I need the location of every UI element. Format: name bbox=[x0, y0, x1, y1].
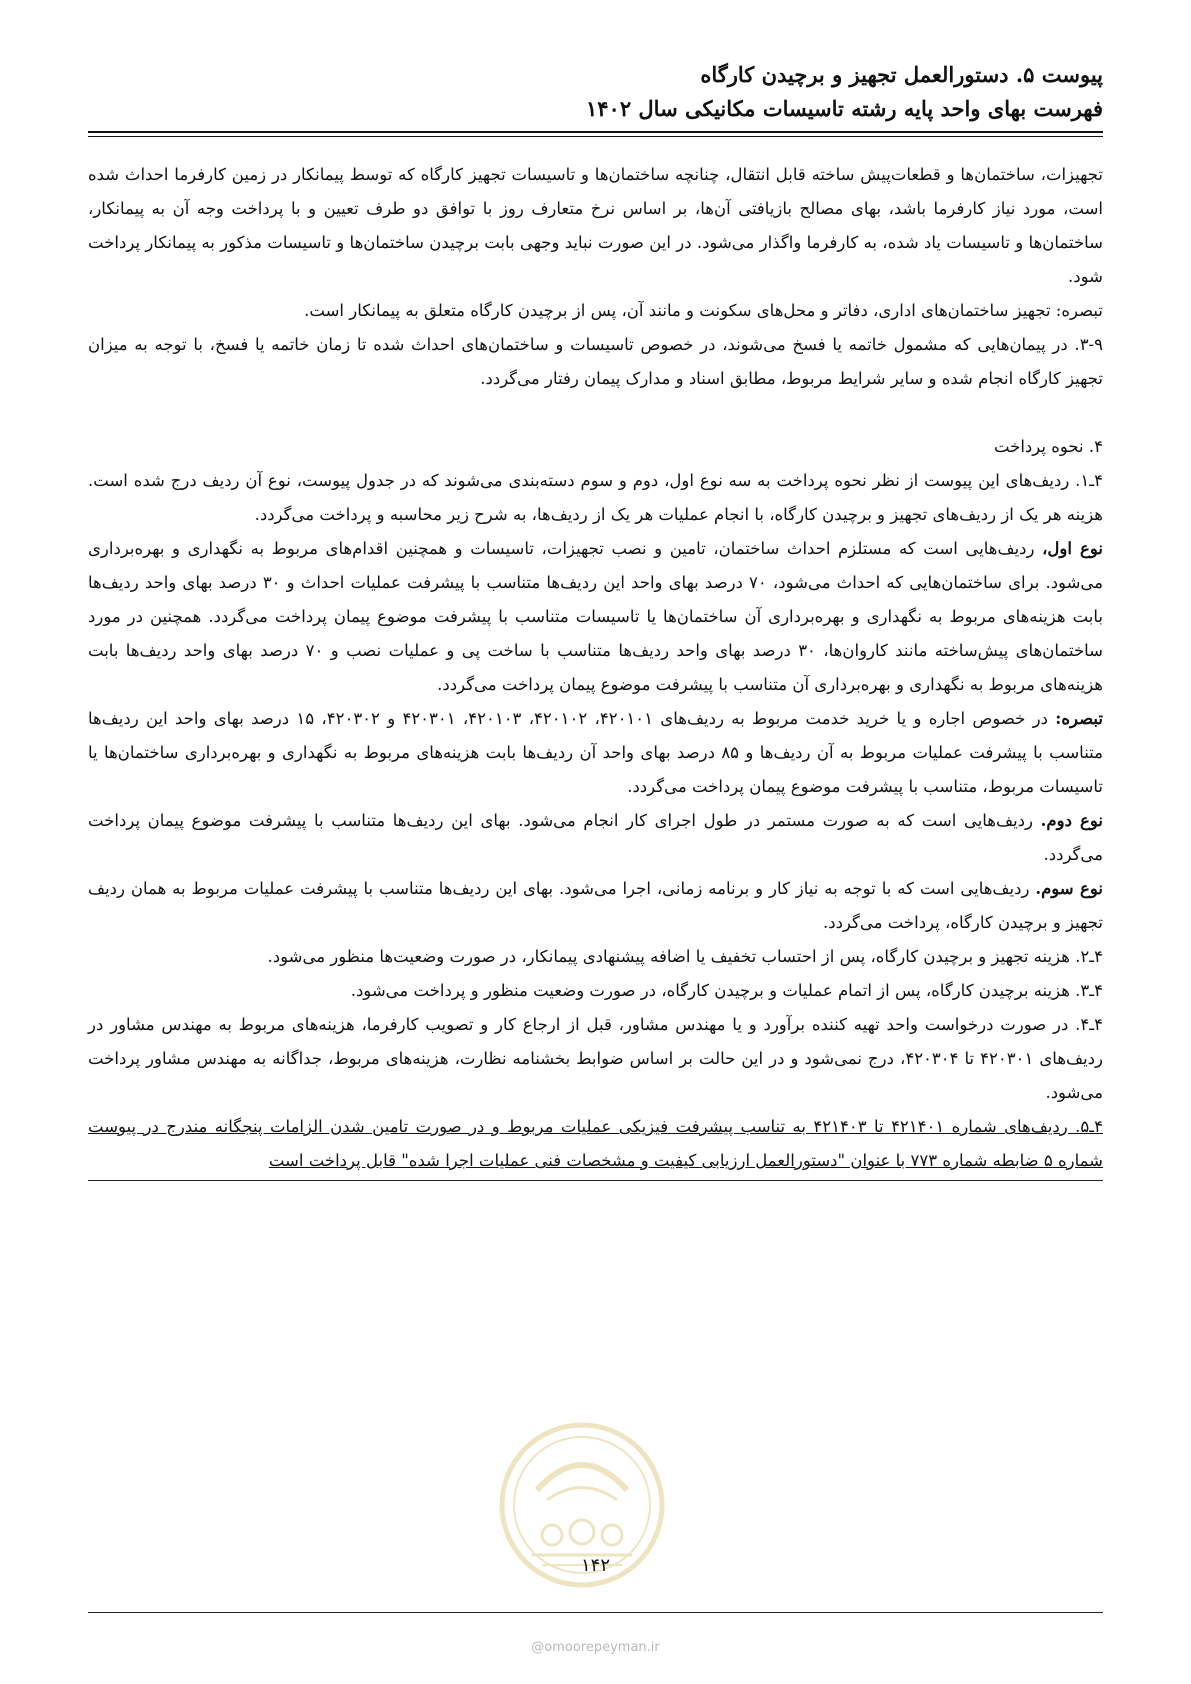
note-text: در خصوص اجاره و یا خرید خدمت مربوط به ردیف‌های ۴۲۰۱۰۱، ۴۲۰۱۰۲، ۴۲۰۱۰۳، ۴۲۰۳۰۱ و ۴۲۰۳۰۲، ۱۵ درصد بهای واحد این ردیف‌ها متناسب با پیشرفت عملیات مربوط به آن ردیف‌ها و ۸۵ درصد بهای واحد آن ردیف‌ها بابت هزینه‌های مربوط به نگهداری و بهره‌برداری ساختمان‌ها یا تاسیسات مربوط، متناسب با پیشرفت موضوع پیمان پرداخت می‌گردد. bbox=[88, 709, 1103, 796]
page-header bbox=[88, 58, 1103, 126]
type-2-text: ردیف‌هایی است که به صورت مستمر در طول اجرای کار انجام می‌شود. بهای این ردیف‌ها متناسب با پیشرفت موضوع پیمان پرداخت می‌گردد. bbox=[88, 811, 1103, 864]
header-appendix-title: پیوست ۵. دستورالعمل تجهیز و برچیدن کارگاه bbox=[700, 62, 1103, 87]
header-rule-thick bbox=[88, 131, 1103, 133]
paragraph-materials-transfer: تجهیزات، ساختمان‌ها و قطعات‌پیش ساخته قابل انتقال، چنانچه ساختمان‌ها و تاسیسات تجهیز کارگاه که توسط پیمانکار در زمین کارفرما احداث شده است، مورد نیاز کارفرما باشد، بهای مصالح بازیافتی آن‌ها، بر اساس نرخ متعارف روز با توافق دو طرف تعیین و با پرداخت وجه آن به پیمانکار، ساختمان‌ها و تاسیسات یاد شده، به کارفرما واگذار می‌شود. در این صورت نباید وجهی بابت برچیدن ساختمان‌ها و تاسیسات مذکور به پیمانکار پرداخت شود. bbox=[88, 165, 1103, 286]
type-3-label: نوع سوم. bbox=[1035, 879, 1104, 898]
header-rule-thin bbox=[88, 136, 1103, 137]
header-price-list-title: فهرست بهای واحد پایه رشته تاسیسات مکانیکی سال ۱۴۰۲ bbox=[585, 96, 1103, 121]
type-2-label: نوع دوم. bbox=[1040, 811, 1104, 830]
type-3-text: ردیف‌هایی است که با توجه به نیاز کار و برنامه زمانی، اجرا می‌شود. بهای این ردیف‌ها متناسب با پیشرفت عملیات مربوط به همان ردیف تجهیز و برچیدن کارگاه، پرداخت می‌گردد. bbox=[88, 879, 1103, 932]
paragraph-note-rental bbox=[88, 702, 1103, 804]
note-label: تبصره: bbox=[1055, 709, 1103, 728]
paragraph-4-1: ۴ـ۱. ردیف‌های این پیوست از نظر نحوه پرداخت به سه نوع اول، دوم و سوم دسته‌بندی می‌شوند که در جدول پیوست، نوع آن ردیف درج شده است. هزینه هر یک از ردیف‌های تجهیز و برچیدن کارگاه، با انجام عملیات هر یک از ردیف‌ها، به شرح زیر محاسبه و پرداخت می‌گردد. bbox=[88, 471, 1103, 524]
page-number: ۱۴۲ bbox=[580, 1555, 610, 1576]
body-text bbox=[88, 158, 1103, 1181]
paragraph-type-2 bbox=[88, 804, 1103, 872]
footer-rule bbox=[88, 1612, 1103, 1613]
paragraph-4-3: ۴ـ۳. هزینه برچیدن کارگاه، پس از اتمام عملیات و برچیدن کارگاه، در صورت وضعیت منظور و پرداخت می‌شود. bbox=[350, 981, 1103, 1000]
site-watermark-text: @omoorepeyman.ir bbox=[531, 1640, 660, 1655]
type-1-label: نوع اول، bbox=[1042, 539, 1104, 558]
paragraph-type-1 bbox=[88, 532, 1103, 702]
paragraph-4-2: ۴ـ۲. هزینه تجهیز و برچیدن کارگاه، پس از احتساب تخفیف یا اضافه پیشنهادی پیمانکار، در صورت وضعیت‌ها منظور می‌شود. bbox=[267, 947, 1103, 966]
section-4-title: ۴. نحوه پرداخت bbox=[993, 437, 1103, 456]
paragraph-4-4: ۴ـ۴. در صورت درخواست واحد تهیه کننده برآورد و یا مهندس مشاور، قبل از ارجاع کار و تصویب کارفرما، هزینه‌های مربوط به مهندس مشاور در ردیف‌های ۴۲۰۳۰۱ تا ۴۲۰۳۰۴، درج نمی‌شود و در این حالت بر اساس ضوابط بخشنامه نظارت، هزینه‌های مربوط، جداگانه به مهندس مشاور پرداخت می‌شود. bbox=[88, 1015, 1104, 1102]
paragraph-type-3 bbox=[88, 872, 1103, 940]
type-1-text: ردیف‌هایی است که مستلزم احداث ساختمان، تامین و نصب تجهیزات، تاسیسات و همچنین اقدام‌های مربوط به نگهداری و بهره‌برداری می‌شود. برای ساختمان‌هایی که احداث می‌شود، ۷۰ درصد بهای واحد این ردیف‌ها متناسب با پیشرفت عملیات احداث و ۳۰ درصد بهای واحد ردیف‌ها بابت هزینه‌های مربوط به نگهداری و بهره‌برداری آن ساختمان‌ها یا تاسیسات متناسب با پیشرفت موضوع پیمان پرداخت می‌گردد. همچنین در مورد ساختمان‌های پیش‌ساخته مانند کاروان‌ها، ۳۰ درصد بهای واحد ردیف‌ها متناسب با ساخت پی و عملیات نصب و ۷۰ درصد بهای واحد ردیف‌ها بابت هزینه‌های مربوط به نگهداری و بهره‌برداری آن متناسب با پیشرفت موضوع پیمان پرداخت می‌گردد. bbox=[88, 539, 1103, 694]
paragraph-3-9: ۳-۹. در پیمان‌هایی که مشمول خاتمه یا فسخ می‌شوند، در خصوص تاسیسات و ساختمان‌های احداث شده تا زمان خاتمه یا فسخ، با توجه به میزان تجهیز کارگاه انجام شده و سایر شرایط مربوط، مطابق اسناد و مدارک پیمان رفتار می‌گردد. bbox=[88, 335, 1103, 388]
paragraph-note-buildings: تبصره: تجهیز ساختمان‌های اداری، دفاتر و محل‌های سکونت و مانند آن، پس از برچیدن کارگاه متعلق به پیمانکار است. bbox=[304, 301, 1103, 320]
paragraph-4-5 bbox=[88, 1110, 1103, 1181]
paragraph-4-5-text: ۴ـ۵. ردیف‌های شماره ۴۲۱۴۰۱ تا ۴۲۱۴۰۳ به تناسب پیشرفت فیزیکی عملیات مربوط و در صورت تامین شدن الزامات پنجگانه مندرج در پیوست شماره ۵ ضابطه شماره ۷۷۳ با عنوان "دستورالعمل ارزیابی کیفیت و مشخصات فنی عملیات اجرا شده" قابل پرداخت است bbox=[88, 1117, 1103, 1170]
paragraph-spacer bbox=[88, 396, 1103, 430]
